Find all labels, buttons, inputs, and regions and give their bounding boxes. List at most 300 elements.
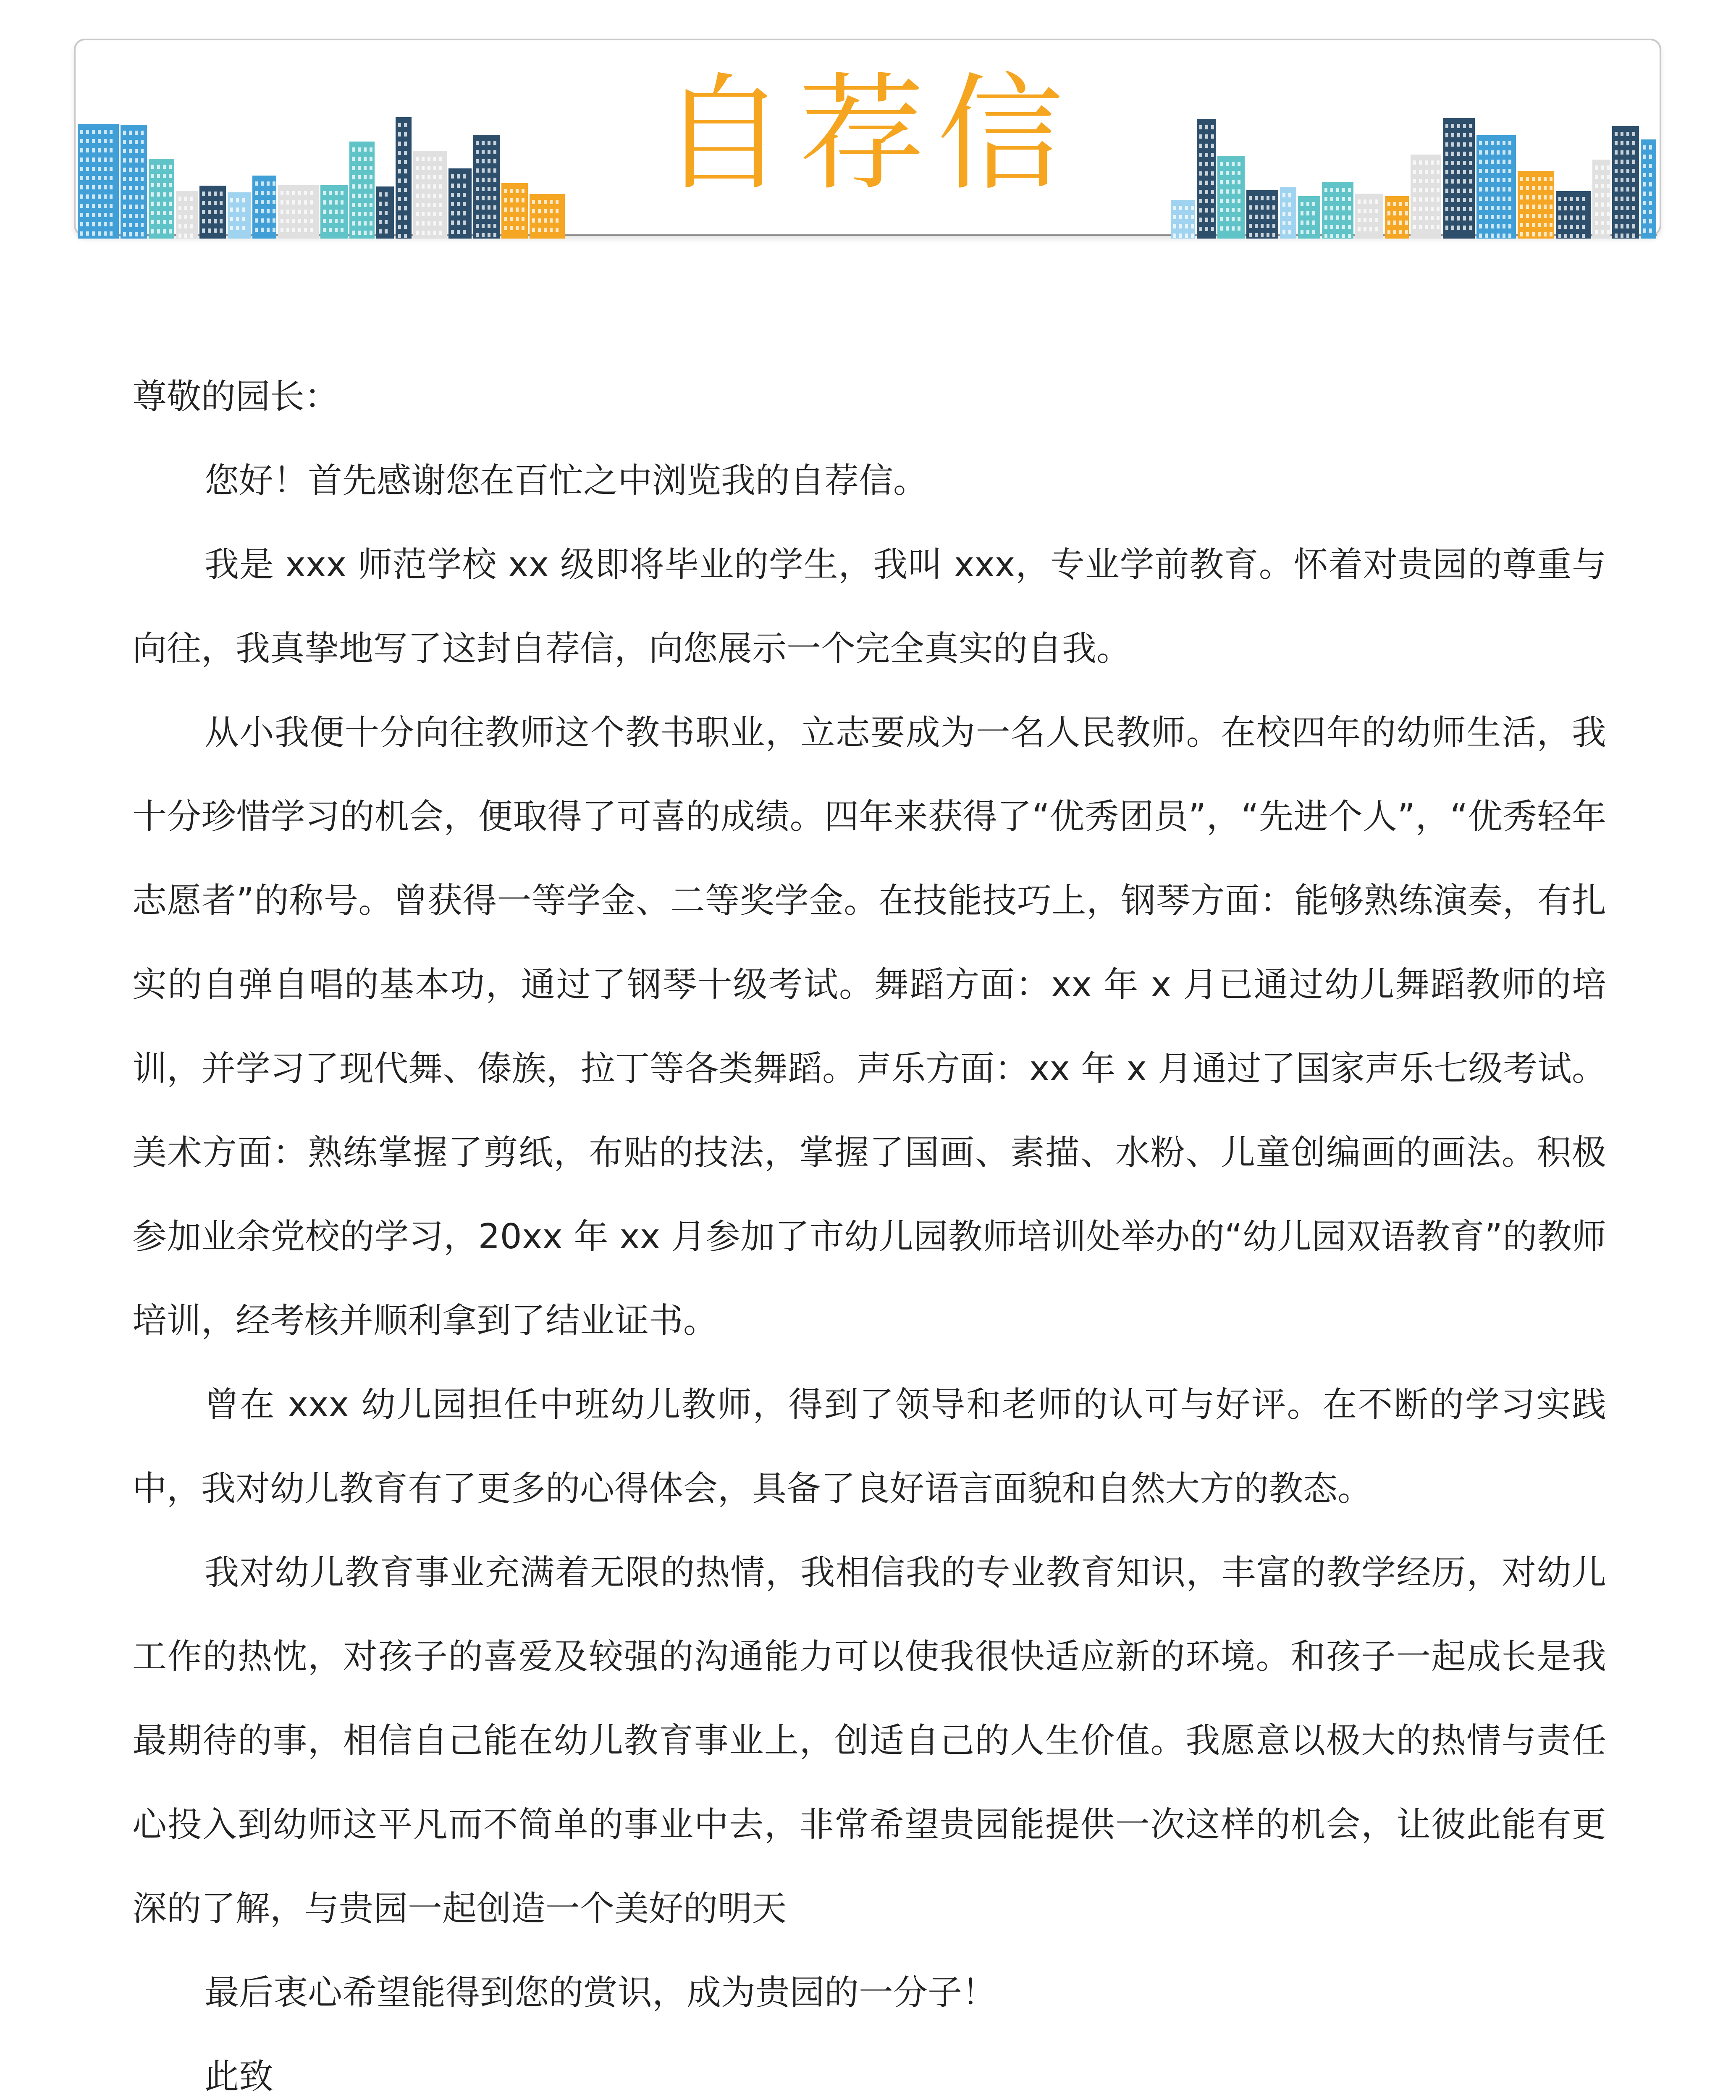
building-window: [1336, 206, 1339, 210]
building-window: [1550, 205, 1552, 209]
building-window: [1419, 179, 1422, 183]
building-window: [1485, 206, 1488, 210]
building-window: [1558, 206, 1561, 210]
building-window: [1649, 201, 1652, 205]
building-window: [86, 213, 89, 217]
building-window: [1649, 228, 1652, 233]
building-window: [1570, 215, 1573, 220]
building-window: [151, 174, 154, 178]
building-window: [141, 214, 144, 218]
building-window: [310, 191, 313, 195]
building-window: [123, 205, 126, 209]
building-window: [1261, 224, 1264, 228]
building-window: [1324, 225, 1327, 229]
building-window: [1538, 232, 1541, 236]
building-window: [385, 202, 388, 206]
building-window: [1550, 223, 1552, 227]
building-window: [398, 160, 401, 164]
building-window: [1632, 178, 1635, 182]
building-window: [1369, 227, 1372, 231]
building-window: [404, 197, 407, 201]
building-window: [242, 226, 245, 230]
building-window: [1312, 211, 1315, 215]
building-window: [1419, 216, 1422, 220]
building-window: [1526, 223, 1529, 227]
building-window: [1550, 177, 1552, 181]
building-window: [157, 229, 160, 234]
building-window: [457, 220, 460, 225]
building-window: [1479, 141, 1482, 145]
building-window: [80, 204, 83, 208]
building-window: [86, 130, 89, 134]
building-window: [135, 186, 138, 190]
building-window: [422, 212, 425, 216]
building-window: [1607, 165, 1610, 170]
building-window: [184, 234, 187, 238]
building-window: [532, 228, 535, 232]
building-window: [1643, 145, 1646, 150]
building-window: [1199, 162, 1202, 166]
building-window: [1601, 221, 1604, 225]
building-window: [323, 228, 326, 232]
building-window: [1497, 197, 1500, 201]
building-window: [504, 226, 507, 230]
building-window: [1497, 206, 1500, 210]
building-window: [1185, 215, 1188, 219]
building-window: [267, 218, 270, 223]
building-window: [92, 148, 95, 152]
building-window: [1632, 234, 1635, 238]
building-window: [151, 183, 154, 187]
building-window: [329, 219, 332, 223]
building-window: [538, 228, 541, 232]
building-window: [184, 215, 187, 219]
building-window: [1595, 193, 1598, 197]
building-window: [323, 191, 326, 195]
building-window: [1615, 224, 1618, 228]
building-window: [98, 130, 101, 134]
building-window: [358, 194, 361, 198]
building-window: [1431, 197, 1434, 202]
building-window: [1205, 125, 1208, 129]
building-window: [1375, 200, 1378, 204]
building-window: [1249, 233, 1252, 237]
building-window: [1520, 177, 1523, 181]
building-window: [1369, 200, 1372, 204]
building-window: [273, 200, 275, 204]
building-window: [1419, 207, 1422, 211]
building-window: [129, 177, 132, 181]
building-window: [184, 206, 187, 210]
building-window: [364, 231, 367, 235]
building-window: [416, 221, 419, 226]
building-window: [416, 231, 419, 235]
building-window: [1336, 215, 1339, 220]
paragraph-conclusion: 最后衷心希望能得到您的赏识，成为贵园的一分子！: [205, 1973, 997, 2013]
building-window: [335, 219, 338, 223]
building-window: [80, 231, 83, 236]
building-window: [1220, 171, 1223, 175]
building-window: [1457, 179, 1460, 184]
building-window: [1232, 189, 1235, 194]
building-window: [1615, 160, 1618, 164]
building-window: [1564, 197, 1567, 201]
building-window: [1632, 132, 1635, 136]
building-window: [404, 123, 407, 127]
building-window: [1485, 150, 1488, 155]
building-window: [135, 223, 138, 227]
building-window: [123, 223, 126, 227]
building-window: [1306, 211, 1309, 215]
building-window: [1445, 179, 1448, 184]
building-window: [1649, 210, 1652, 214]
building-window: [1576, 206, 1579, 210]
building-window: [1538, 223, 1541, 227]
building-window: [1179, 234, 1182, 238]
building-window: [1479, 178, 1482, 182]
building-window: [358, 221, 361, 226]
building-window: [129, 168, 132, 172]
building-window: [1497, 169, 1500, 173]
building-window: [190, 215, 193, 219]
building-window: [1425, 197, 1428, 202]
building-window: [398, 178, 401, 183]
building-window: [255, 218, 258, 223]
building-window: [1469, 207, 1472, 211]
building-window: [163, 165, 166, 169]
building-window: [310, 210, 313, 214]
building-window: [1469, 152, 1472, 156]
building-window: [1342, 197, 1345, 201]
building-window: [1457, 142, 1460, 147]
building-window: [1626, 141, 1629, 145]
building-window: [86, 158, 89, 162]
building-window: [1387, 230, 1390, 234]
building-window: [439, 157, 442, 161]
building-window: [427, 203, 430, 207]
building-window: [230, 217, 233, 221]
building-window: [1399, 230, 1402, 234]
building-window: [86, 167, 89, 171]
building-window: [267, 209, 270, 213]
building-window: [1199, 125, 1202, 129]
building-window: [1520, 195, 1523, 200]
building-window: [1582, 215, 1585, 220]
building-window: [1238, 199, 1240, 203]
building-window: [1249, 196, 1252, 200]
building-window: [169, 202, 172, 206]
building-window: [1491, 169, 1494, 173]
building-window: [135, 232, 138, 236]
building-window: [1348, 234, 1351, 238]
building-window: [214, 192, 217, 196]
building-window: [398, 225, 401, 229]
building-window: [1431, 160, 1434, 165]
building-window: [286, 191, 289, 195]
building-window: [1457, 189, 1460, 193]
building-window: [1526, 232, 1529, 236]
building-window: [1226, 171, 1229, 175]
building-window: [1324, 197, 1327, 201]
building-window: [1211, 190, 1214, 194]
building-window: [1503, 141, 1505, 145]
building-window: [1643, 182, 1646, 186]
building-window: [1413, 197, 1416, 202]
building-window: [190, 206, 193, 210]
building-window: [1393, 230, 1396, 234]
building-window: [1479, 206, 1482, 210]
building-window: [1205, 190, 1208, 194]
building-window: [1601, 165, 1604, 170]
building-window: [433, 175, 436, 179]
building-window: [1419, 160, 1422, 165]
building-window: [370, 157, 372, 161]
building-window: [1272, 205, 1275, 210]
building-window: [1413, 179, 1416, 183]
building-window: [220, 228, 223, 233]
building-window: [422, 221, 425, 226]
building-window: [310, 219, 313, 223]
building-window: [1615, 169, 1618, 173]
paragraph-greeting: 您好！首先感谢您在百忙之中浏览我的自荐信。: [205, 461, 928, 501]
building-window: [1615, 141, 1618, 145]
building-window: [1632, 169, 1635, 173]
building-window: [1457, 124, 1460, 128]
building-window: [1437, 207, 1440, 211]
building-window: [352, 231, 355, 235]
building-window: [1615, 150, 1618, 155]
building-window: [1564, 215, 1567, 220]
building-window: [92, 158, 95, 162]
building-window: [129, 158, 132, 163]
building-window: [416, 194, 419, 198]
building-window: [364, 212, 367, 216]
building-window: [1649, 173, 1652, 177]
building-window: [1570, 225, 1573, 229]
building-window: [1220, 189, 1223, 194]
building-window: [1232, 208, 1235, 212]
building-window: [242, 207, 245, 212]
building-window: [1615, 234, 1618, 238]
building-window: [1342, 215, 1345, 220]
building-window: [1469, 124, 1472, 128]
building-window: [1479, 215, 1482, 219]
building-window: [1526, 205, 1529, 209]
paragraph-achievements: 从小我便十分向往教师这个教书职业，立志要成为一名人民教师。在校四年的幼师生活，我十分珍惜学习的机会，便取得了可喜的成绩。四年来获得了“优秀团员”，“先进个人”，“优秀轻年志愿者”的称号。曾获得一等学金、二等奖学金。在技能技巧上，钢琴方面：能够熟练演奏，有扎实的自弹自唱的基本功，通过了钢琴十级考试。舞蹈方面：xx 年 x 月已通过幼儿舞蹈教师的培训，并学习了现代舞、傣族，拉丁等各类舞蹈。声乐方面：xx 年 x 月通过了国家声乐七级考试。美术方面：熟练掌握了剪纸，布贴的技法，掌握了国画、素描、水粉、儿童创编画的画法。积极参加业余党校的学习，20xx 年 xx 月参加了市幼儿园教师培训处举办的“幼儿园双语教育”的教师培训，经考核并顺利拿到了结业证书。: [132, 713, 1606, 1341]
building-window: [1621, 187, 1623, 192]
building-window: [404, 225, 407, 229]
building-window: [1564, 206, 1567, 210]
building-window: [422, 175, 425, 179]
building-window: [1479, 234, 1482, 238]
building-window: [1601, 212, 1604, 216]
building-window: [1538, 214, 1541, 218]
building-window: [1348, 206, 1351, 210]
building-window: [404, 151, 407, 155]
building-window: [352, 203, 355, 207]
building-window: [169, 174, 172, 178]
building: [1592, 160, 1610, 239]
building-window: [1538, 186, 1541, 190]
building-window: [123, 186, 126, 190]
building-window: [379, 202, 382, 206]
building-window: [398, 197, 401, 201]
building-window: [92, 204, 95, 208]
building-window: [123, 158, 126, 163]
building-window: [352, 221, 355, 226]
building-window: [1621, 169, 1623, 173]
building-window: [1503, 187, 1505, 192]
building-window: [135, 158, 138, 163]
building-window: [358, 157, 361, 161]
building-window: [1342, 206, 1345, 210]
building-window: [135, 131, 138, 135]
building-window: [230, 198, 233, 202]
building-window: [1457, 170, 1460, 174]
building-window: [1621, 132, 1623, 136]
building-window: [1451, 207, 1454, 211]
building-window: [163, 229, 166, 234]
building-window: [110, 204, 113, 208]
building-window: [1173, 224, 1176, 228]
building-window: [1632, 224, 1635, 228]
building-window: [1457, 133, 1460, 137]
building-window: [1497, 178, 1500, 182]
building-window: [1199, 190, 1202, 194]
building-window: [1520, 186, 1523, 190]
building-window: [286, 200, 289, 205]
building-window: [1393, 211, 1396, 215]
building-window: [1463, 226, 1466, 230]
building-window: [123, 149, 126, 153]
building-window: [151, 192, 154, 197]
building-window: [110, 213, 113, 217]
building-window: [1621, 224, 1623, 228]
building-window: [1451, 179, 1454, 184]
building-window: [422, 166, 425, 170]
building-window: [163, 183, 166, 187]
building-window: [1238, 162, 1240, 166]
building-window: [427, 175, 430, 179]
building-window: [1255, 215, 1258, 219]
building-window: [1582, 206, 1585, 210]
building-window: [370, 184, 372, 189]
building-window: [463, 230, 466, 234]
building-window: [1497, 141, 1500, 145]
building-window: [1550, 232, 1552, 236]
building-window: [1445, 124, 1448, 128]
building-window: [1301, 202, 1303, 206]
building-window: [370, 194, 372, 198]
building-window: [1451, 170, 1454, 174]
building-window: [1621, 206, 1623, 210]
building-window: [80, 139, 83, 143]
building-window: [1282, 202, 1285, 207]
building-window: [1451, 142, 1454, 147]
building-window: [422, 203, 425, 207]
building-window: [310, 200, 313, 205]
building-window: [1330, 225, 1333, 229]
building-window: [1491, 197, 1494, 201]
building-window: [364, 147, 367, 152]
building-window: [323, 210, 326, 214]
building-window: [1508, 224, 1511, 228]
building-window: [169, 220, 172, 224]
building-window: [1413, 170, 1416, 174]
building-window: [1463, 170, 1466, 174]
building-window: [329, 228, 332, 232]
building-window: [358, 231, 361, 235]
building-window: [141, 195, 144, 200]
building-window: [1393, 202, 1396, 206]
building-window: [80, 185, 83, 189]
building-window: [1544, 223, 1547, 227]
building-window: [1491, 187, 1494, 192]
building-window: [1375, 209, 1378, 213]
building-window: [532, 218, 535, 223]
building-window: [1185, 206, 1188, 210]
building-window: [1205, 144, 1208, 148]
building-window: [1570, 234, 1573, 238]
building-window: [184, 224, 187, 228]
building-window: [1205, 153, 1208, 157]
building-window: [104, 148, 107, 152]
building-window: [1272, 196, 1275, 200]
building-window: [208, 201, 211, 205]
building-window: [404, 206, 407, 210]
building-window: [1255, 233, 1258, 237]
building-window: [451, 220, 454, 225]
building-window: [1358, 227, 1361, 231]
building-window: [439, 212, 442, 216]
building-window: [439, 221, 442, 226]
building-window: [104, 204, 107, 208]
building-window: [427, 166, 430, 170]
building-window: [1508, 169, 1511, 173]
building-window: [463, 220, 466, 225]
building-window: [261, 200, 264, 204]
building-window: [482, 224, 485, 228]
building-window: [1607, 175, 1610, 179]
building-window: [267, 228, 270, 232]
building-window: [129, 131, 132, 135]
building-window: [427, 231, 430, 235]
building: [1217, 156, 1245, 239]
building-window: [255, 200, 258, 204]
building-window: [1491, 224, 1494, 228]
paragraph-introduction: 我是 xxx 师范学校 xx 级即将毕业的学生，我叫 xxx，专业学前教育。怀着对贵园的尊重与向往，我真挚地写了这封自荐信，向您展示一个完全真实的自我。: [132, 545, 1606, 669]
building-window: [1621, 178, 1623, 182]
building-window: [1431, 216, 1434, 220]
building-window: [1191, 224, 1194, 228]
building-window: [214, 210, 217, 214]
building-window: [379, 192, 382, 197]
building-window: [1576, 197, 1579, 201]
building-window: [169, 192, 172, 197]
building-window: [385, 192, 388, 197]
building-window: [1508, 215, 1511, 219]
building-window: [123, 140, 126, 144]
building-window: [1595, 165, 1598, 170]
building-window: [1199, 199, 1202, 203]
building-window: [398, 169, 401, 173]
building-window: [1413, 216, 1416, 220]
building-window: [292, 219, 295, 223]
building-window: [1503, 150, 1505, 155]
building-window: [1211, 208, 1214, 213]
building-window: [370, 166, 372, 170]
building-window: [1457, 226, 1460, 230]
